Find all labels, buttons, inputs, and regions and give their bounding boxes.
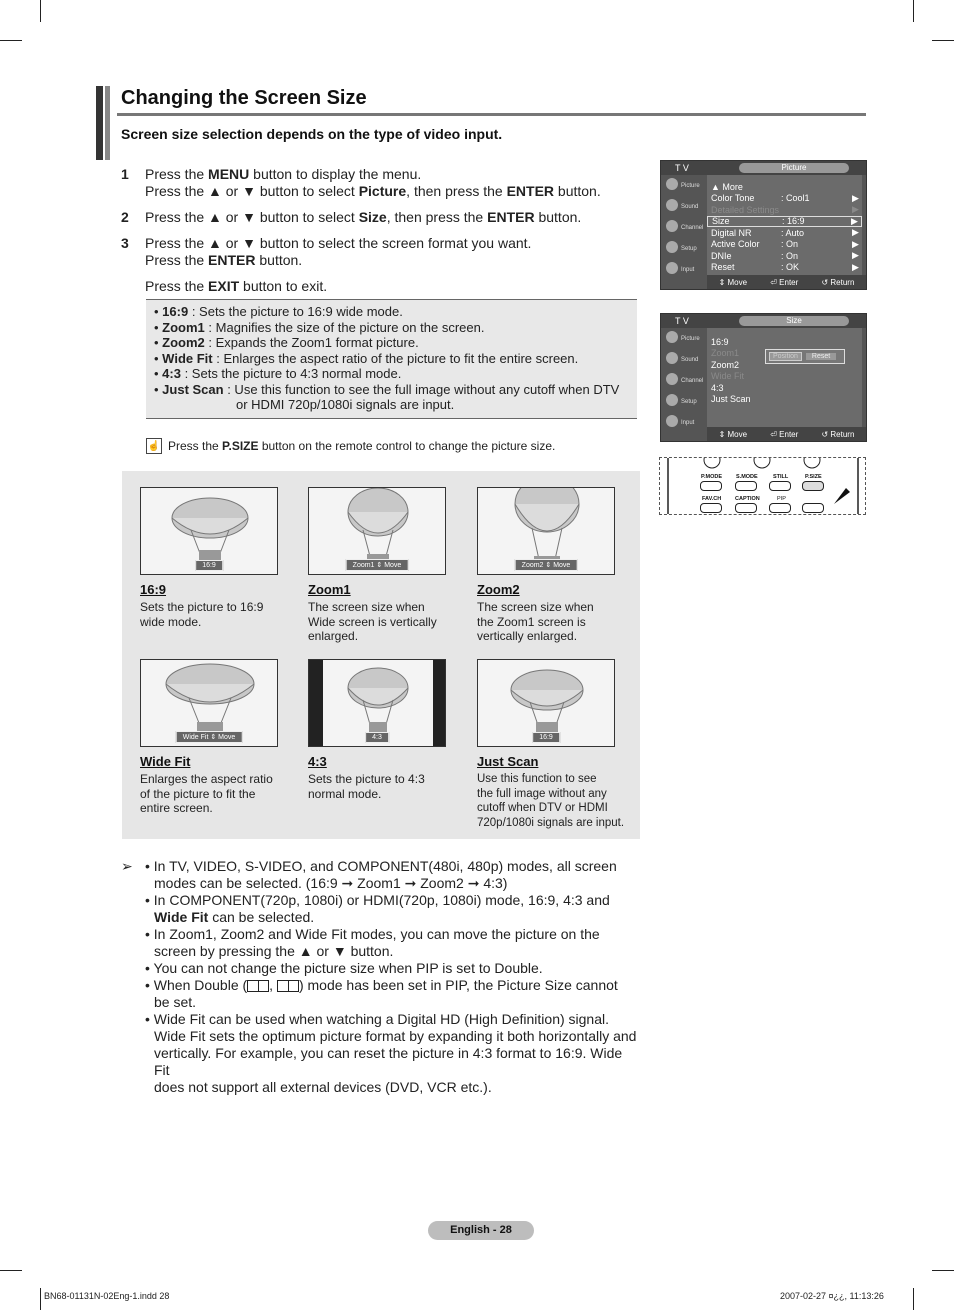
osd-row-detailed-settings: Detailed Settings ▶ [711, 204, 859, 215]
osd-row-digital-nr: Digital NR : Auto ▶ [711, 227, 859, 238]
steps-list [121, 166, 641, 304]
psize-button [802, 481, 824, 491]
osd-side-menu [661, 328, 707, 433]
page-title: Changing the Screen Size [121, 87, 367, 109]
osd-side-setup: Setup [661, 238, 707, 259]
osd-side-picture: Picture [661, 175, 707, 196]
example-screen: Zoom2 ⇕ Move [477, 487, 615, 575]
crop-mark [913, 0, 914, 22]
osd-size-item: Just Scan [711, 394, 751, 405]
osd-side-channel: Channel [661, 370, 707, 391]
crop-mark [932, 1270, 954, 1271]
note-item: • In Zoom1, Zoom2 and Wide Fit modes, you can move the picture on the screen by pressing the ▲ or ▼ button. [145, 926, 600, 959]
note-item: • You can not change the picture size when PIP is set to Double. [145, 960, 543, 976]
favch-button [700, 503, 722, 513]
example-just-scan: 16:9 Just Scan Use this function to see the full image without any cutoff when DTV or HDMI 720p/1080i signals are input. [477, 659, 637, 830]
crop-mark [932, 40, 954, 41]
crop-mark [0, 1270, 22, 1271]
osd-side-input: Input [661, 259, 707, 280]
up-button [802, 503, 824, 513]
osd-picture-menu: T V Picture Picture Sound Channel Setup Input ▲ More Color Tone : Cool1 ▶ Detailed Settings ▶ Size : 16:9 ▶ Digital NR : Auto ▶ Active Color : On ▶ DNIe : On ▶ Reset : OK ▶ ⇕ Move ⏎ Enter ↺ Return [660, 160, 867, 290]
osd-row-reset: Reset : OK ▶ [711, 261, 859, 273]
osd-side-sound: Sound [661, 349, 707, 370]
remote-control-closeup: P.MODE S.MODE STILL P.SIZE FAV.CH CAPTION PIP [659, 457, 866, 515]
note-item: • In TV, VIDEO, S-VIDEO, and COMPONENT(480i, 480p) modes, all screen modes can be selected. (16:9 ➞ Zoom1 ➞ Zoom2 ➞ 4:3) [145, 858, 617, 891]
crop-mark [40, 1288, 41, 1310]
size-examples-gallery [122, 471, 640, 839]
still-button [769, 481, 791, 491]
example-16-9: 16:9 16:9 Sets the picture to 16:9 wide mode. [140, 487, 300, 629]
pip-button [769, 503, 791, 513]
osd-size-item: Zoom2 [711, 359, 740, 370]
position-reset-panel: Position Reset [765, 349, 845, 364]
option-zoom2: • Zoom2 : Expands the Zoom1 format picture. [154, 335, 419, 350]
osd-side-setup: Setup [661, 391, 707, 412]
osd-size-menu: T V Size Picture Sound Channel Setup Input 16:9 Zoom1 Zoom2 Wide Fit 4:3 Just Scan Position Reset ⇕ Move ⏎ Enter ↺ Return [660, 313, 867, 442]
caption-button [735, 503, 757, 513]
exit-instruction: Press the EXIT button to exit. [145, 278, 328, 294]
page-subtitle: Screen size selection depends on the type of video input. [121, 126, 503, 142]
osd-side-picture: Picture [661, 328, 707, 349]
option-16-9: • 16:9 : Sets the picture to 16:9 wide mode. [154, 304, 403, 319]
osd-size-item: Wide Fit [711, 371, 745, 382]
osd-row-dnie: DNIe : On ▶ [711, 250, 859, 261]
osd-size-item: 16:9 [711, 336, 729, 347]
osd-size-item: 4:3 [711, 382, 724, 393]
crop-mark [913, 1288, 914, 1310]
osd-more-row: ▲ More [711, 181, 743, 192]
option-4-3: • 4:3 : Sets the picture to 4:3 normal mode. [154, 366, 402, 381]
osd-side-menu [661, 175, 707, 280]
osd-row-size: Size : 16:9 ▶ [707, 216, 862, 228]
note-item: • Wide Fit can be used when watching a Digital HD (High Definition) signal. Wide Fit sets the optimum picture format by expanding it both horizontally and vertically. For example, you can reset the picture in 4:3 format to 16:9. Wide Fit does not support all external devices (DVD, VCR etc.). [145, 1011, 637, 1095]
double-pip-icon [247, 980, 269, 992]
crop-mark [0, 40, 22, 41]
notes-block [121, 858, 641, 1096]
hand-icon: ☝ [146, 438, 162, 454]
step-3: 3 Press the ▲ or ▼ button to select the screen format you want. Press the ENTER button. [121, 235, 532, 268]
osd-side-channel: Channel [661, 217, 707, 238]
note-arrow-icon: ➢ [121, 858, 133, 874]
note-item: • When Double ( , ) mode has been set in PIP, the Picture Size cannot be set. [145, 977, 618, 1010]
option-zoom1: • Zoom1 : Magnifies the size of the picture on the screen. [154, 319, 485, 335]
step-2: 2 Press the ▲ or ▼ button to select Size, then press the ENTER button. [121, 209, 582, 225]
example-screen: Zoom1 ⇕ Move [308, 487, 446, 575]
footer-date: 2007-02-27 ¤¿¿, 11:13:26 [780, 1291, 884, 1301]
title-accent-bar [96, 86, 112, 160]
crop-mark [40, 0, 41, 22]
example-wide-fit: Wide Fit ⇕ Move Wide Fit Enlarges the aspect ratio of the picture to fit the entire screen. [140, 659, 300, 816]
page-number: English - 28 [428, 1221, 534, 1240]
option-just-scan: • Just Scan : Use this function to see the full image without any cutoff when DTV [154, 381, 620, 397]
osd-side-input: Input [661, 412, 707, 433]
size-options-box: • 16:9 : Sets the picture to 16:9 wide mode. • Zoom1 : Magnifies the size of the picture on the screen. • Zoom2 : Expands the Zoom1 format picture. • Wide Fit : Enlarges the aspect ratio of the picture to fit the entire screen. • 4:3 : Sets the picture to 4:3 normal mode. • Just Scan : Use this function to see the full image without any cutoff when DTV or HDMI 720p/1080i signals are input. [146, 299, 637, 419]
footer-file: BN68-01131N-02Eng-1.indd 28 [44, 1291, 170, 1301]
example-zoom1: Zoom1 ⇕ Move Zoom1 The screen size when Wide screen is vertically enlarged. [308, 487, 468, 644]
osd-side-sound: Sound [661, 196, 707, 217]
example-4-3: 4:3 4:3 Sets the picture to 4:3 normal mode. [308, 659, 468, 801]
psize-note: ☝ Press the P.SIZE button on the remote control to change the picture size. [147, 439, 556, 453]
note-item: • In COMPONENT(720p, 1080i) or HDMI(720p, 1080i) mode, 16:9, 4:3 and Wide Fit can be selected. [145, 892, 610, 925]
example-screen: 16:9 [140, 487, 278, 575]
title-rule [117, 113, 866, 116]
osd-row-color-tone: Color Tone : Cool1 ▶ [711, 192, 859, 204]
osd-row-active-color: Active Color : On ▶ [711, 238, 859, 250]
smode-button [735, 481, 757, 491]
double-pip-icon [277, 980, 299, 992]
example-screen: 4:3 [308, 659, 446, 747]
example-zoom2: Zoom2 ⇕ Move Zoom2 The screen size when the Zoom1 screen is vertically enlarged. [477, 487, 637, 644]
example-screen: 16:9 [477, 659, 615, 747]
option-wide-fit: • Wide Fit : Enlarges the aspect ratio of the picture to fit the entire screen. [154, 350, 579, 366]
pmode-button [700, 481, 722, 491]
osd-size-item: Zoom1 [711, 348, 740, 359]
example-screen: Wide Fit ⇕ Move [140, 659, 278, 747]
step-1: 1 Press the MENU button to display the menu. Press the ▲ or ▼ button to select Picture, then press the ENTER button. [121, 166, 601, 199]
